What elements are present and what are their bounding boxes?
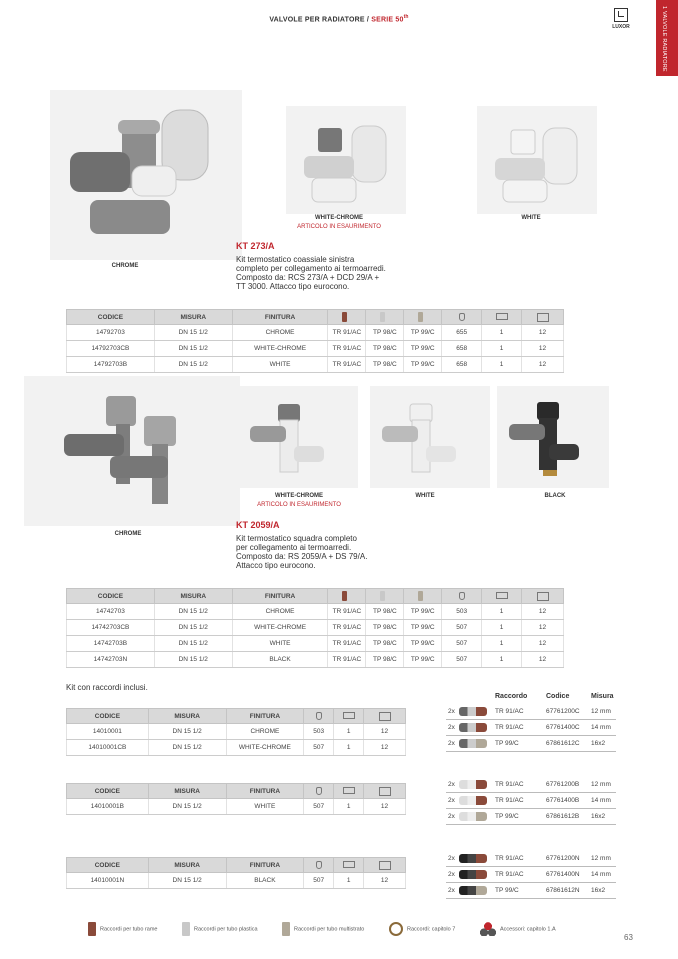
product-description-kt273: Kit termostatico coassiale sinistra completo per collegamento ai termoarredi. Composto da: RCS 273/A + DCD 29/A + TT 3000. Attacco tipo eurocono. (236, 255, 386, 291)
table-row: 14010001N DN 15 1/2 BLACK 507 1 12 (67, 873, 406, 889)
box-icon (379, 787, 391, 796)
table-row: 14742703 DN 15 1/2 CHROME TR 91/AC TP 98/C TP 99/C 503 1 12 (67, 604, 564, 620)
spec-table-kt273: CODICE MISURA FINITURA 14792703 DN 15 1/2 CHROME TR 91/AC TP 98/C TP 99/C 655 1 12 14792703CB DN 15 1/2 WHITE-CHROME TR 91/AC TP 98/C TP 99/C 658 1 12 14792703B DN 15 1/2 WHITE TR 91/AC TP 98/C TP 99/C 658 1 12 (66, 309, 564, 373)
codice-header: Codice (546, 693, 570, 700)
legend-plastic: Raccordi per tubo plastica (182, 922, 258, 936)
caption-white-2: WHITE (415, 493, 435, 499)
table-row: 14792703 DN 15 1/2 CHROME TR 91/AC TP 98/C TP 99/C 655 1 12 (67, 325, 564, 341)
list-item: 2x TR 91/AC 67761400C 14 mm (446, 720, 616, 736)
caption-out-of-stock-1: ARTICOLO IN ESAURIMENTO (297, 224, 381, 230)
caption-white-chrome-1: WHITE-CHROME (315, 215, 363, 221)
product-photo-white-chrome-2 (238, 386, 358, 488)
weight-icon (316, 861, 322, 869)
table-row: 14792703B DN 15 1/2 WHITE TR 91/AC TP 98/C TP 99/C 658 1 12 (67, 357, 564, 373)
weight-icon (316, 712, 322, 720)
fitting-icon (459, 723, 487, 732)
copper-fitting-icon (342, 591, 347, 601)
raccordi-group-1 (446, 704, 616, 752)
table-row: 14010001B DN 15 1/2 WHITE 507 1 12 (67, 799, 406, 815)
table-row: 14742703B DN 15 1/2 WHITE TR 91/AC TP 98/C TP 99/C 507 1 12 (67, 636, 564, 652)
table-row: 14742703N DN 15 1/2 BLACK TR 91/AC TP 98/C TP 99/C 507 1 12 (67, 652, 564, 668)
list-item: 2x TR 91/AC 67761200N 12 mm (446, 851, 616, 867)
kit-table-2: CODICE MISURA FINITURA 14010001B DN 15 1/2 WHITE 507 1 12 (66, 783, 406, 815)
product-photo-white-chrome (286, 106, 406, 214)
product-photo-white-2 (370, 386, 490, 488)
list-item: 2x TP 99/C 67861612B 16x2 (446, 809, 616, 825)
table-row: 14010001 DN 15 1/2 CHROME 503 1 12 (67, 724, 406, 740)
weight-icon (459, 313, 465, 321)
caption-black: BLACK (544, 493, 566, 499)
fitting-icon (459, 854, 487, 863)
list-item: 2x TP 99/C 67861612C 16x2 (446, 736, 616, 752)
package-icon (496, 313, 508, 320)
misura-header: Misura (591, 693, 614, 700)
weight-icon (316, 787, 322, 795)
box-icon (379, 712, 391, 721)
legend-accessories-chapter: Accessori: capitolo 1.A (480, 922, 556, 936)
package-icon (343, 787, 355, 794)
page-title: VALVOLE PER RADIATORE / SERIE 50th (269, 14, 409, 24)
fitting-icon (459, 739, 487, 748)
chapter-tab: 1 VALVOLE RADIATORE (656, 0, 678, 76)
raccordi-group-3 (446, 851, 616, 899)
product-photo-white (477, 106, 597, 214)
legend-fittings-chapter: Raccordi: capitolo 7 (389, 922, 455, 936)
fitting-icon (459, 796, 487, 805)
raccordi-group-2 (446, 777, 616, 825)
multilayer-fitting-icon (282, 922, 290, 936)
caption-chrome-2: CHROME (114, 531, 142, 537)
multilayer-fitting-icon (418, 312, 423, 322)
rings-icon (389, 922, 403, 936)
weight-icon (459, 592, 465, 600)
product-description-kt2059: Kit termostatico squadra completo per collegamento ai termoarredi. Composto da: RS 2059/A + DS 79/A. Attacco tipo eurocono. (236, 534, 368, 570)
kit-table-1: CODICE MISURA FINITURA 14010001 DN 15 1/2 CHROME 503 1 12 14010001CB DN 15 1/2 WHITE-CHROME 507 1 12 (66, 708, 406, 756)
kit-label: Kit con raccordi inclusi. (66, 683, 148, 692)
fitting-icon (459, 870, 487, 879)
copper-fitting-icon (342, 312, 347, 322)
fitting-icon (459, 780, 487, 789)
caption-out-of-stock-2: ARTICOLO IN ESAURIMENTO (257, 502, 341, 508)
box-icon (537, 592, 549, 601)
raccordo-header: Raccordo (495, 693, 528, 700)
multilayer-fitting-icon (418, 591, 423, 601)
fitting-icon (459, 812, 487, 821)
box-icon (537, 313, 549, 322)
product-photo-chrome (50, 90, 242, 260)
table-row: 14792703CB DN 15 1/2 WHITE-CHROME TR 91/AC TP 98/C TP 99/C 658 1 12 (67, 341, 564, 357)
list-item: 2x TR 91/AC 67761400B 14 mm (446, 793, 616, 809)
caption-chrome-1: CHROME (111, 263, 139, 269)
package-icon (343, 861, 355, 868)
plastic-fitting-icon (182, 922, 190, 936)
luxor-logo: LUXOR (606, 8, 636, 38)
plastic-fitting-icon (380, 312, 385, 322)
kit-table-3: CODICE MISURA FINITURA 14010001N DN 15 1/2 BLACK 507 1 12 (66, 857, 406, 889)
package-icon (343, 712, 355, 719)
copper-fitting-icon (88, 922, 96, 936)
list-item: 2x TR 91/AC 67761400N 14 mm (446, 867, 616, 883)
plastic-fitting-icon (380, 591, 385, 601)
box-icon (379, 861, 391, 870)
fitting-icon (459, 707, 487, 716)
package-icon (496, 592, 508, 599)
product-title-kt273: KT 273/A (236, 241, 275, 251)
list-item: 2x TR 91/AC 67761200C 12 mm (446, 704, 616, 720)
list-item: 2x TR 91/AC 67761200B 12 mm (446, 777, 616, 793)
list-item: 2x TP 99/C 67861612N 16x2 (446, 883, 616, 899)
legend-copper: Raccordi per tubo rame (88, 922, 157, 936)
product-photo-black (497, 386, 609, 488)
fitting-icon (459, 886, 487, 895)
spec-table-kt2059: CODICE MISURA FINITURA 14742703 DN 15 1/2 CHROME TR 91/AC TP 98/C TP 99/C 503 1 12 14742703CB DN 15 1/2 WHITE-CHROME TR 91/AC TP 98/C TP 99/C 507 1 12 14742703B DN 15 1/2 WHITE TR 91/AC TP 98/C TP 99/C 507 1 12 14742703N DN 15 1/2 BLACK TR 91/AC TP 98/C TP 99/C 507 1 12 (66, 588, 564, 668)
product-title-kt2059: KT 2059/A (236, 520, 280, 530)
accessories-icon (480, 922, 496, 936)
page-number: 63 (624, 933, 633, 942)
table-row: 14742703CB DN 15 1/2 WHITE-CHROME TR 91/AC TP 98/C TP 99/C 507 1 12 (67, 620, 564, 636)
caption-white-1: WHITE (521, 215, 541, 221)
legend-multilayer: Raccordi per tubo multistrato (282, 922, 364, 936)
table-row: 14010001CB DN 15 1/2 WHITE-CHROME 507 1 12 (67, 740, 406, 756)
product-photo-chrome-2 (24, 376, 240, 526)
caption-white-chrome-2: WHITE-CHROME (275, 493, 323, 499)
